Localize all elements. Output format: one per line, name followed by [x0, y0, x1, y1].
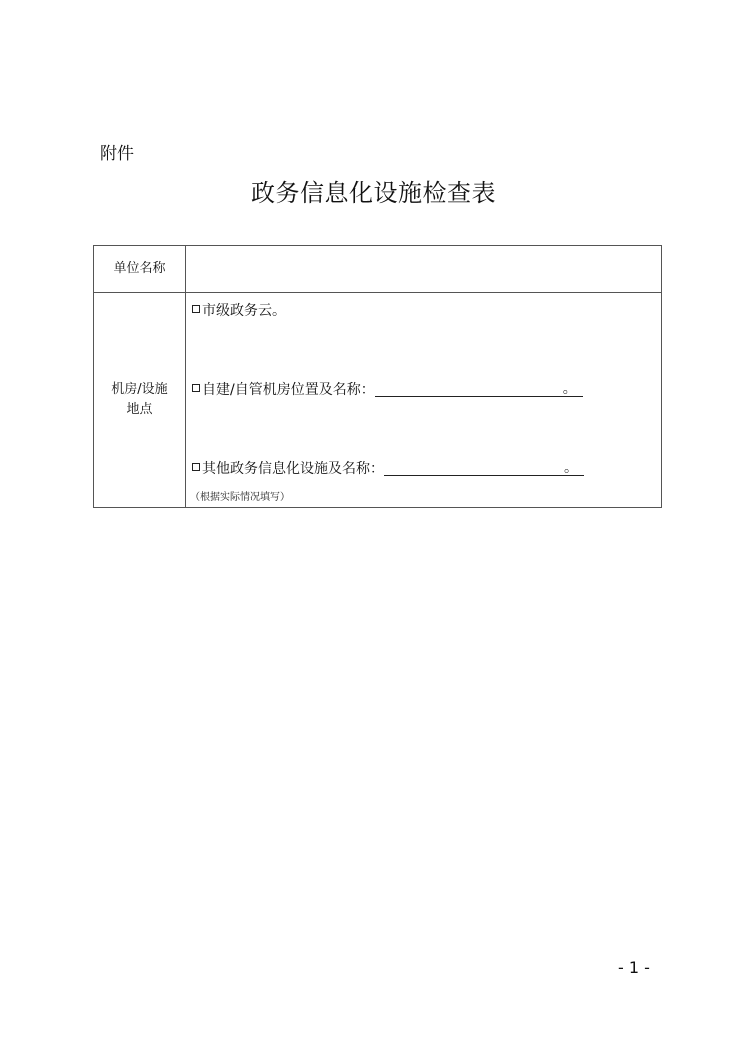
checkbox-icon[interactable] — [192, 305, 200, 313]
option-label: 自建/自管机房位置及名称： — [202, 382, 375, 398]
attachment-label: 附件 — [100, 144, 134, 164]
site-location-label-line1: 机房/设施 — [111, 382, 168, 397]
option-city-gov-cloud[interactable] — [192, 301, 286, 321]
checkbox-icon[interactable] — [192, 384, 200, 392]
end-mark: 。 — [562, 381, 577, 397]
site-location-label-line2: 地点 — [126, 402, 153, 417]
page-number: - 1 - — [618, 958, 650, 977]
option-label: 其他政务信息化设施及名称： — [202, 461, 384, 477]
site-location-row — [94, 293, 661, 507]
checkbox-icon[interactable] — [192, 463, 200, 471]
option-self-built-room[interactable] — [192, 380, 583, 400]
option-other-facility[interactable] — [192, 459, 584, 479]
unit-name-label: 单位名称 — [94, 246, 186, 292]
other-facility-fill-line[interactable] — [384, 460, 584, 476]
inspection-form-table — [93, 245, 662, 508]
unit-name-row — [94, 246, 661, 293]
end-mark: 。 — [564, 460, 578, 476]
option-label: 市级政务云。 — [202, 303, 286, 319]
site-location-options — [186, 293, 661, 507]
fill-instruction-note: （根据实际情况填写） — [190, 492, 290, 503]
unit-name-field[interactable] — [186, 246, 661, 292]
document-title: 政务信息化设施检查表 — [251, 179, 496, 207]
site-location-label — [94, 293, 186, 507]
self-built-room-fill-line[interactable] — [375, 381, 583, 397]
